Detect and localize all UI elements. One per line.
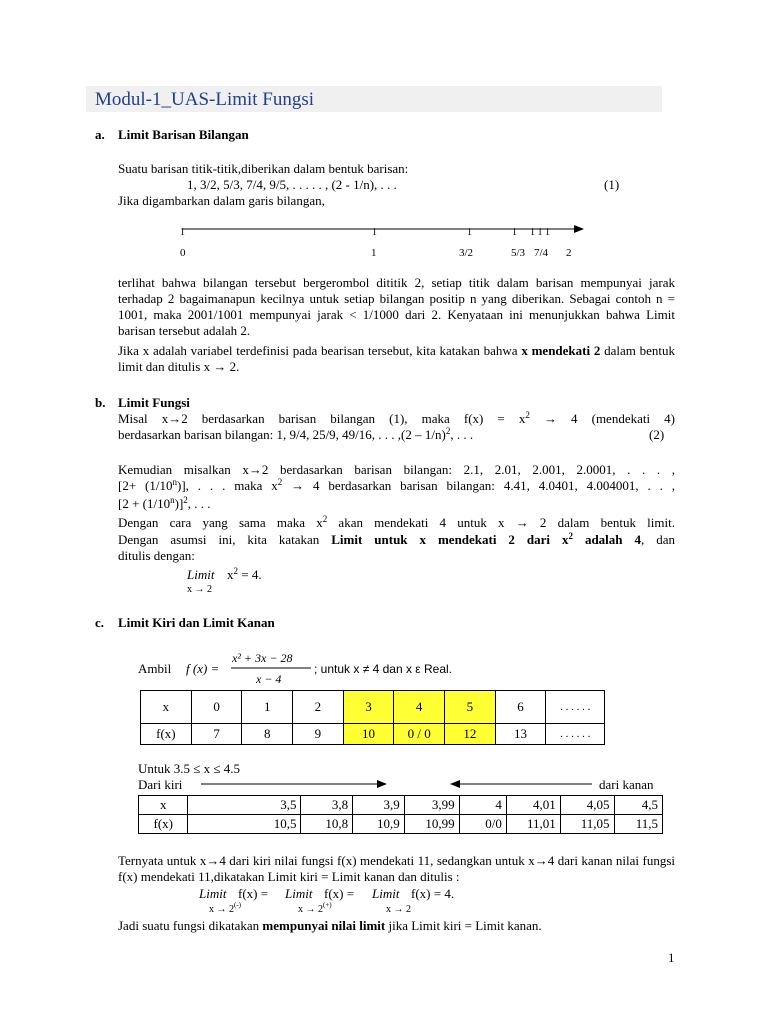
section-b-p3-line3: ditulis dengan: [118, 548, 195, 563]
lim-eq: = 4. [241, 567, 262, 582]
nl-mark-3: 1 [512, 227, 517, 238]
limit-f-3: f(x) = 4. [411, 886, 455, 901]
sup-2e: 2 [322, 514, 328, 524]
section-b-letter: b. [95, 395, 106, 410]
lim-x: x [227, 567, 234, 582]
b-p3e: adalah 4 [584, 532, 641, 547]
dari-kiri-label: Dari kiri [138, 777, 183, 792]
nl-label-5-3: 5/3 [511, 247, 526, 259]
b-p2e: [2 + (1/10 [118, 496, 171, 511]
dari-kanan-label: dari kanan [599, 777, 654, 792]
section-b-heading: Limit Fungsi [118, 395, 190, 410]
equation-number-1: (1) [604, 177, 620, 192]
nl-mark-0: 1 [180, 227, 185, 238]
table-cell: 13 [495, 724, 546, 745]
conclusion-paragraph: Ternyata untuk x→4 dari kiri nilai fungsi f(x) mendekati 11, sedangkan untuk x→4 dari kanan nilai fungsi f(x) mendekati 11,dikatakan Limit kiri = Limit kanan dan ditulis : [118, 853, 675, 884]
b-p3a: Dengan cara yang sama maka x [118, 515, 323, 530]
page-number: 1 [668, 950, 675, 965]
b-p1c: berdasarkan barisan bilangan: 1, 9/4, 25/9, 49/16, . . . ,(2 – 1/n) [118, 427, 446, 442]
limit-word-b: Limit [187, 567, 215, 582]
table-cell: 7 [191, 724, 242, 745]
limit-sub-3: x → 2 [386, 904, 411, 915]
table-cell: 3,9 [353, 796, 405, 815]
final-c: jika Limit kiri = Limit kanan. [388, 918, 542, 933]
b-p2d: → 4 berdasarkan barisan bilangan: 4.41, 4.0401, 4.004001, . . , [291, 478, 676, 493]
table-cell: 10,99 [404, 815, 459, 834]
sup-2d: 2 [183, 495, 188, 505]
table-cell: 4,5 [614, 796, 662, 815]
sequence-1: 1, 3/2, 5/3, 7/4, 9/5, . . . . . , (2 - 1/n), . . . [187, 177, 397, 192]
nl-label-0: 0 [180, 247, 186, 259]
limit-f-2: f(x) = [324, 886, 355, 901]
table-cell-highlight: 12 [445, 724, 496, 745]
table-cell: 10,8 [301, 815, 353, 834]
sup-2f: 2 [568, 531, 573, 541]
table-row [139, 815, 663, 834]
limit-table [138, 795, 663, 834]
sup-n: n [172, 477, 177, 487]
section-a-paragraph-1: terlihat bahwa bilangan tersebut bergerombol dititik 2, setiap titik dalam barisan mempunyai jarak terhadap 2 bagaimanapun kecilnya untuk setiap bilangan positip n yang diberikan. Sebagai contoh n = 1001, maka 2001/1001 mempunyai jarak < 1/1000 dari 2. Kenyataan ini menunjukkan bahwa Limit barisan tersebut adalah 2. [118, 275, 675, 338]
final-bold: mempunyai nilai limit [262, 918, 386, 933]
section-a-intro: Suatu barisan titik-titik,diberikan dalam bentuk barisan: [118, 161, 409, 176]
table-cell: 2 [293, 691, 344, 724]
sup-n2: n [170, 495, 175, 505]
table-cell: x [139, 796, 188, 815]
lim-sub-2-text: x → 2 [298, 904, 323, 915]
lim-sub-1-sup: (-) [234, 901, 241, 909]
sup-2: 2 [525, 410, 530, 420]
b-p3f: , dan [641, 532, 675, 547]
table-cell-highlight: 4 [394, 691, 445, 724]
b-p2f: )] [174, 496, 184, 511]
table-cell: . . . . . . [546, 724, 605, 745]
equation-number-2: (2) [649, 427, 665, 442]
limit-sub-b: x → 2 [187, 584, 212, 595]
nl-label-2: 2 [566, 247, 572, 259]
section-a-letter: a. [95, 127, 105, 142]
b-p2g: , . . . [187, 496, 211, 511]
b-p3c: Dengan asumsi ini, kita katakan [118, 532, 320, 547]
table-cell: 4,01 [506, 796, 560, 815]
limit-word-2: Limit [285, 886, 313, 901]
table-row [139, 796, 663, 815]
table-cell: 10,5 [188, 815, 301, 834]
para2-text-c: dalam bentuk limit dan ditulis x → 2. [118, 343, 676, 374]
limit-sub-1 [209, 901, 241, 916]
final-statement [118, 918, 542, 934]
limit-sub-2 [298, 901, 332, 916]
limit-word-1: Limit [199, 886, 227, 901]
table-cell: 3,99 [404, 796, 459, 815]
table-cell: 4,05 [560, 796, 614, 815]
nl-mark-1: 1 [372, 227, 377, 238]
table-cell: 1 [242, 691, 293, 724]
sup-2g: 2 [233, 566, 238, 576]
table-cell: . . . . . . [546, 691, 605, 724]
table-cell: 11,01 [506, 815, 560, 834]
section-c-letter: c. [95, 615, 105, 630]
table-cell: f(x) [141, 724, 192, 745]
fraction-numerator: x² + 3x − 28 [232, 651, 293, 665]
b-p1b: → 4 (mendekati 4) [543, 411, 676, 426]
nl-label-7-4: 7/4 [534, 247, 549, 259]
sup-2c: 2 [277, 477, 283, 487]
lim-sub-2-sup: (+) [323, 901, 332, 909]
condition-text: ; untuk x ≠ 4 dan x ε Real. [314, 662, 453, 676]
lim-sub-1-text: x → 2 [209, 904, 234, 915]
table-cell: 9 [293, 724, 344, 745]
table-cell: 11,5 [614, 815, 662, 834]
b-p2b: [2+ (1/10 [118, 478, 173, 493]
table-cell-highlight: 10 [343, 724, 394, 745]
table-cell: 10,9 [353, 815, 405, 834]
final-a: Jadi suatu fungsi dikatakan [118, 918, 260, 933]
table-cell-highlight: 5 [445, 691, 496, 724]
sup-2b: 2 [445, 426, 451, 436]
nl-label-1: 1 [371, 247, 377, 259]
nl-mark-4: 1 1 1 [530, 227, 550, 238]
page-title: Modul-1_UAS-Limit Fungsi [95, 89, 315, 110]
limit-f-1: f(x) = [238, 886, 269, 901]
nl-label-3-2: 3/2 [459, 247, 474, 259]
range-text: Untuk 3.5 ≤ x ≤ 4.5 [138, 761, 241, 776]
table-cell: 4 [459, 796, 506, 815]
para2-text-a: Jika x adalah variabel terdefinisi pada bearisan tersebut, kita katakan bahwa [118, 343, 518, 358]
fx-label: f (x) = [186, 661, 220, 676]
table-cell-highlight: 0 / 0 [394, 724, 445, 745]
table-cell: 8 [242, 724, 293, 745]
b-p1d: , . . . [450, 427, 474, 442]
b-p3d: Limit untuk x mendekati 2 dari x [331, 532, 569, 547]
section-c-heading: Limit Kiri dan Limit Kanan [118, 615, 275, 630]
limit-word-3: Limit [372, 886, 400, 901]
b-p1a: Misal x→2 berdasarkan barisan bilangan (1), maka f(x) = x [118, 411, 526, 426]
table-cell: 3,5 [188, 796, 301, 815]
b-p2c: )], . . . maka x [177, 478, 278, 493]
table-cell: 11,05 [560, 815, 614, 834]
ambil-label: Ambil [138, 661, 172, 676]
table-cell: 0 [191, 691, 242, 724]
section-a-heading: Limit Barisan Bilangan [118, 127, 249, 142]
section-b-p2-line1: Kemudian misalkan x→2 berdasarkan barisan bilangan: 2.1, 2.01, 2.001, 2.0001, . . . , [118, 462, 675, 477]
b-p3b: akan mendekati 4 untuk x → 2 dalam bentuk limit. [338, 515, 675, 530]
para2-bold: x mendekati 2 [521, 343, 601, 358]
nl-mark-2: 1 [467, 227, 472, 238]
table-cell: 3,8 [301, 796, 353, 815]
table-cell: x [141, 691, 192, 724]
table-cell: f(x) [139, 815, 188, 834]
table-cell: 0/0 [459, 815, 506, 834]
section-a-line2: Jika digambarkan dalam garis bilangan, [118, 193, 325, 208]
table-cell-highlight: 3 [343, 691, 394, 724]
table-cell: 6 [495, 691, 546, 724]
fraction-denominator: x − 4 [256, 672, 282, 686]
